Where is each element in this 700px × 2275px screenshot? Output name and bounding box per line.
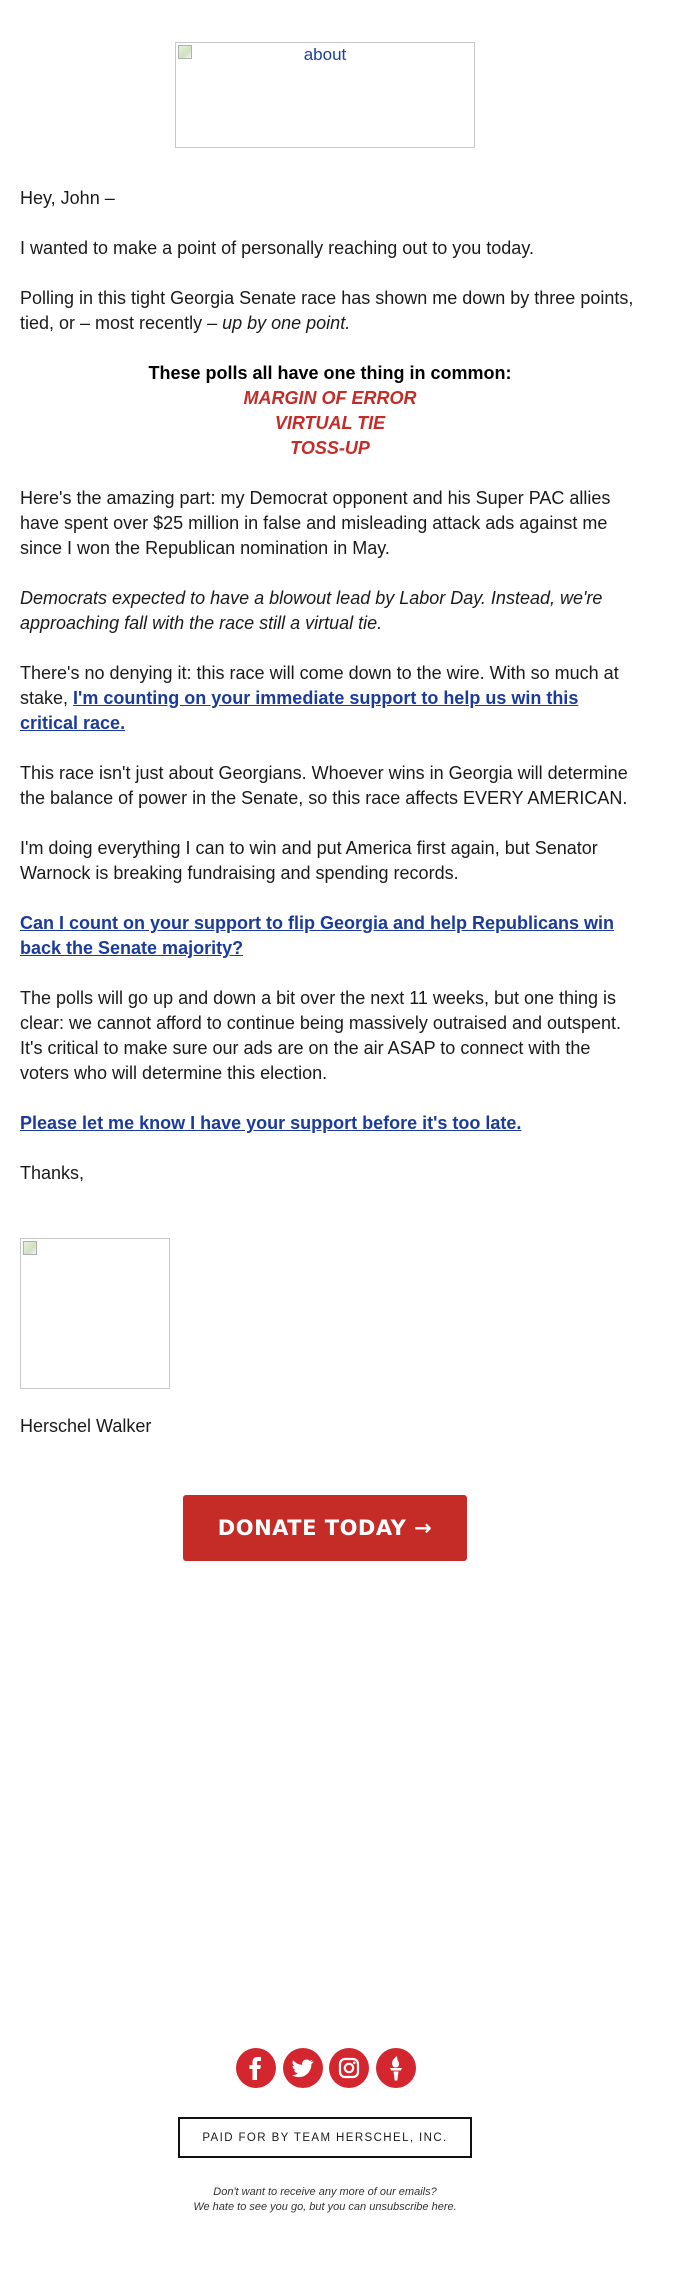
support-link[interactable]: I'm counting on your immediate support to help us win this critical race. — [20, 688, 579, 733]
signoff: Thanks, — [20, 1163, 85, 1183]
polling-emphasis: up by one point. — [222, 313, 351, 333]
torch-icon[interactable] — [376, 2048, 416, 2088]
instagram-icon[interactable] — [329, 2048, 369, 2088]
paragraph-flip-georgia — [20, 911, 640, 961]
broken-image-icon — [178, 45, 192, 59]
unsubscribe-footer — [0, 2185, 650, 2215]
donate-button[interactable]: DONATE TODAY → — [183, 1495, 467, 1561]
paragraph-too-late — [20, 1111, 640, 1136]
poll-item: VIRTUAL TIE — [274, 413, 386, 433]
unsubscribe-link[interactable]: We hate to see you go, but you can unsubscribe here. — [193, 2201, 457, 2213]
twitter-icon[interactable] — [283, 2048, 323, 2088]
paragraph-polls-outlook: The polls will go up and down a bit over the next 11 weeks, but one thing is clear: we cannot afford to continue being massively outraised and outspent. It's critical to make sure our ads are on the air ASAP to connect with the voters who will determine this election. — [20, 988, 622, 1083]
polling-text: Polling in this tight Georgia Senate race has shown me down by three points, tied, or – most recently – — [20, 288, 634, 333]
paragraph-attack-ads: Here's the amazing part: my Democrat opponent and his Super PAC allies have spent over $25 million in false and misleading attack ads against me since I won the Republican nomination in May. — [20, 488, 611, 558]
social-links — [236, 2048, 416, 2090]
facebook-icon[interactable] — [236, 2048, 276, 2088]
wire-text: There's no denying it: this race will come down to the wire. With so much at stake, — [20, 663, 619, 708]
email-body — [20, 186, 640, 1211]
polls-callout — [20, 361, 640, 461]
paid-for-disclaimer: PAID FOR BY TEAM HERSCHEL, INC. — [178, 2117, 472, 2158]
polls-title: These polls all have one thing in common: — [148, 363, 512, 383]
footer-line-1: Don't want to receive any more of our emails? — [213, 2186, 437, 2198]
signature-name: Herschel Walker — [20, 1416, 152, 1436]
poll-item: MARGIN OF ERROR — [243, 388, 417, 408]
paragraph-intro: I wanted to make a point of personally reaching out to you today. — [20, 238, 534, 258]
paragraph-warnock: I'm doing everything I can to win and put America first again, but Senator Warnock is breaking fundraising and spending records. — [20, 838, 598, 883]
paragraph-labor-day — [20, 586, 640, 636]
paragraph-georgians: This race isn't just about Georgians. Whoever wins in Georgia will determine the balance of power in the Senate, so this race affects EVERY AMERICAN. — [20, 763, 628, 808]
greeting: Hey, John – — [20, 188, 115, 208]
paragraph-polling — [20, 286, 640, 336]
too-late-link[interactable]: Please let me know I have your support before it's too late. — [20, 1113, 522, 1133]
header-image[interactable] — [175, 42, 475, 148]
signature-image — [20, 1238, 170, 1389]
paragraph-wire — [20, 661, 640, 736]
poll-item: TOSS-UP — [290, 438, 370, 458]
flip-georgia-link[interactable]: Can I count on your support to flip Georgia and help Republicans win back the Senate majority? — [20, 913, 615, 958]
broken-image-icon — [23, 1241, 37, 1255]
labor-day-text: Democrats expected to have a blowout lead by Labor Day. Instead, we're approaching fall with the race still a virtual tie. — [20, 588, 603, 633]
header-image-alt: about — [303, 45, 347, 64]
